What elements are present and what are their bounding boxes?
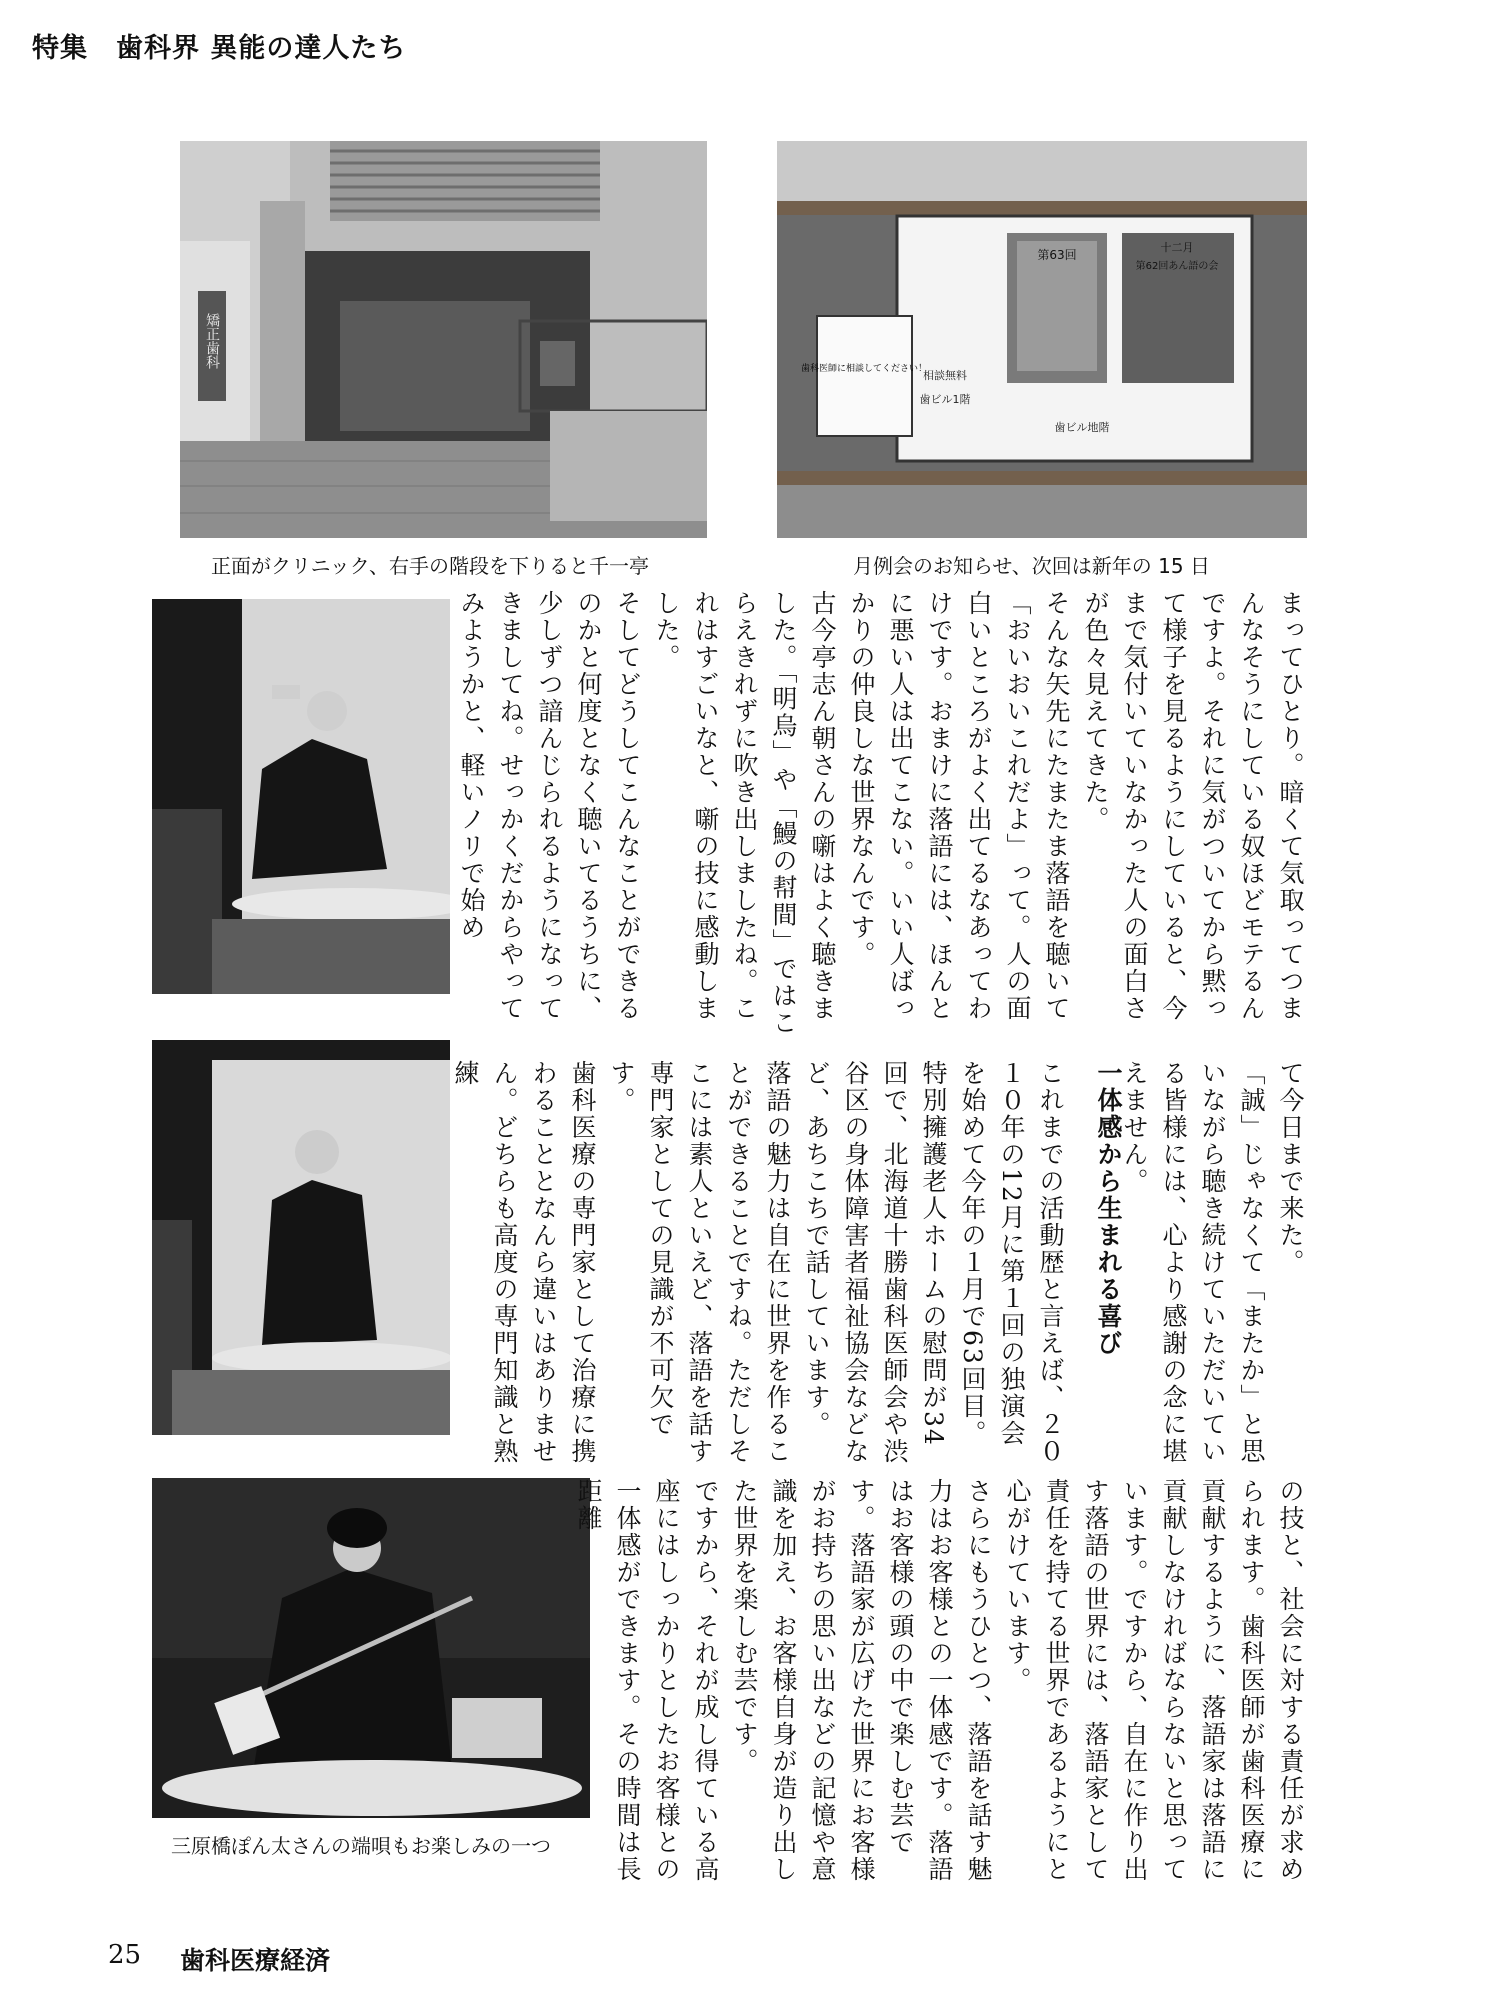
poster-month-text: 十二月: [1160, 241, 1194, 254]
article-paragraph: 「誠」じゃなくて「またか」と思いながら聴き続けていただいている皆様には、心より感謝の念に堪えません。: [1120, 1060, 1266, 1465]
article-paragraph: さらにもうひとつ、落語を話す魅力はお客様との一体感です。落語はお客様の頭の中で楽しむ芸です。落語家が広げた世界にお客様がお持ちの思い出などの記憶や意識を加え、お客様自身が造り出した世界を楽しむ芸です。: [730, 1478, 993, 1883]
article-block-4: [574, 1478, 1310, 1888]
article-paragraph: 古今亭志ん朝さんの噺はよく聴きました。「明烏」や「鰻の幇間」ではこらえきれずに吹き出しましたね。これはすごいなと、噺の技に感動しました。: [652, 590, 837, 1037]
photo-performer-1: [152, 599, 450, 994]
section-title: 特集 歯科界 異能の達人たち: [32, 33, 407, 64]
photo-shamisen: [152, 1478, 590, 1818]
page-number: 25: [108, 1940, 142, 1970]
article-block-2: [1120, 1060, 1310, 1470]
photo-building: [180, 141, 707, 538]
article-block-1: [457, 590, 1310, 1040]
magazine-name: 歯科医療経済: [180, 1946, 331, 1975]
article-paragraph: の技と、社会に対する責任が求められます。歯科医師が歯科医療に貢献するように、落語家は落語に貢献しなければならないと思っています。ですから、自在に作り出す落語の世界には、落語家として責任を持てる世界であるようにと心がけています。: [1003, 1478, 1305, 1883]
photo-building-caption: 正面がクリニック、右手の階段を下りると千一亭: [211, 554, 649, 578]
photo-performer-2: [152, 1040, 450, 1435]
poster-1-text: 第63回: [1037, 248, 1077, 262]
article-paragraph: そんな矢先にたまたま落語を聴いて「おいおいこれだよ」って。人の面白いところがよく出てるなあってわけです。おまけに落語には、ほんとに悪い人は出てこない。いい人ばっかりの仲良しな世界なんです。: [847, 590, 1071, 1022]
photo-noticeboard-caption: 月例会のお知らせ、次回は新年の 15 日: [853, 554, 1210, 578]
article-paragraph: これまでの活動歴と言えば、２０１０年の12月に第１回の独演会を始めて今年の１月で63回目。特別擁護老人ホームの慰問が34回で、北海道十勝歯科医師会や渋谷区の身体障害者福祉協会などなど、あちこちで話しています。: [802, 1060, 1065, 1465]
clinic-sign-text: 矯正歯科: [204, 313, 220, 369]
photo-noticeboard: [777, 141, 1307, 538]
notice-label-2: 歯ビル1階: [919, 393, 971, 406]
article-paragraph: ですから、それが成し得ている高座にはしっかりとしたお客様との一体感ができます。その時間は長距離: [574, 1478, 720, 1883]
box-sign-text: 歯科医師に相談してください！: [800, 364, 928, 374]
section-heading: 一体感から生まれる喜び: [1094, 1060, 1123, 1357]
article-block-3: [451, 1060, 1070, 1470]
photo-shamisen-caption: 三原橋ぽん太さんの端唄もお楽しみの一つ: [171, 1834, 551, 1858]
article-paragraph: まってひとり。暗くて気取ってつまんなそうにしている奴ほどモテるんですよ。それに気がついてから黙って様子を見るようにしていると、今まで気付いていなかった人の面白さが色々見えてきた。: [1081, 590, 1305, 1022]
article-paragraph: て今日まで来た。: [1276, 1060, 1305, 1276]
article-paragraph: 歯科医療の専門家として治療に携わることとなんら違いはありません。どちらも高度の専門知識と熟練: [451, 1060, 597, 1465]
article-paragraph: 落語の魅力は自在に世界を作ることができることですね。ただしそこには素人といえど、落語を話す専門家としての見識が不可欠です。: [607, 1060, 792, 1465]
poster-2-text: 第62回あん語の会: [1135, 261, 1219, 272]
notice-label-3: 歯ビル地階: [1054, 421, 1110, 434]
article-paragraph: そしてどうしてこんなことができるのかと何度となく聴いてるうちに、少しずつ諳んじられるようになってきましてね。せっかくだからやってみようかと、軽いノリで始め: [457, 590, 642, 1022]
notice-label-1: 相談無料: [923, 369, 967, 382]
